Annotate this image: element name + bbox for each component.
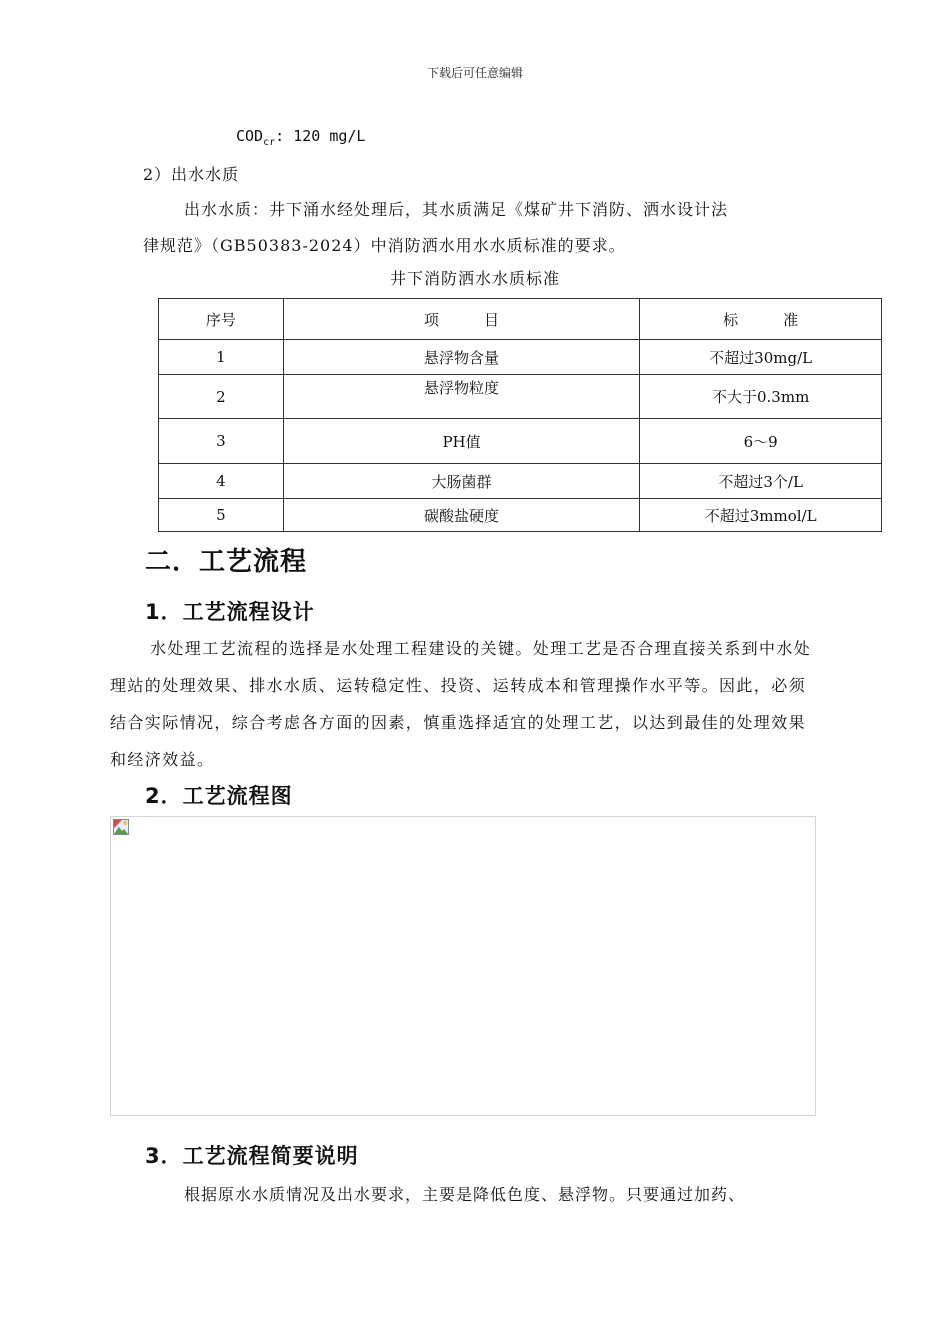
paragraph-line: 结合实际情况，综合考虑各方面的因素，慎重选择适宜的处理工艺，以达到最佳的处理效果 [110,713,807,732]
table-row [159,464,882,499]
paragraph-line: 和经济效益。 [110,750,215,769]
table-cell: 5 [159,499,284,532]
effluent-line-2: 律规范》（GB50383-2024）中消防洒水用水水质标准的要求。 [143,236,626,255]
paragraph-line: 理站的处理效果、排水水质、运转稳定性、投资、运转成本和管理操作水平等。因此，必须 [110,676,807,695]
table-row [159,419,882,464]
table-cell: 2 [159,375,284,419]
subsection-title-diagram: 2．工艺流程图 [145,784,293,808]
table-cell: PH值 [283,419,639,464]
cod-subscript: cr [263,137,276,148]
effluent-heading: 2）出水水质 [143,165,240,184]
flow-diagram-placeholder [110,816,816,1116]
table-cell: 不超过3mmol/L [640,499,882,532]
table-cell: 6～9 [640,419,882,464]
broken-image-icon [113,819,129,835]
subsection-title-design: 1．工艺流程设计 [145,600,315,624]
paragraph-line: 水处理工艺流程的选择是水处理工程建设的关键。处理工艺是否合理直接关系到中水处 [150,639,812,658]
cod-value: : 120 mg/L [275,127,366,145]
table-caption: 井下消防洒水水质标准 [389,269,560,288]
table-cell: 悬浮物粒度 [283,375,639,419]
table-row [159,340,882,375]
section-title-process: 二．工艺流程 [145,547,308,577]
cod-label: COD [236,127,264,145]
table-cell: 不超过30mg/L [640,340,882,375]
subsection-title-description: 3．工艺流程简要说明 [145,1144,359,1168]
table-row [159,375,882,419]
description-line-1: 根据原水水质情况及出水要求，主要是降低色度、悬浮物。只要通过加药、 [184,1185,746,1204]
table-cell: 1 [159,340,284,375]
header-cell: 序号 [159,299,284,340]
table-cell: 4 [159,464,284,499]
table-cell: 悬浮物含量 [283,340,639,375]
table-cell: 不大于0.3mm [640,375,882,419]
effluent-line-1: 出水水质：井下涌水经处理后，其水质满足《煤矿井下消防、洒水设计法 [184,200,729,219]
cod-line [236,127,365,148]
header-cell: 项 目 [283,299,639,340]
table-cell: 碳酸盐硬度 [283,499,639,532]
water-quality-table [158,298,882,532]
table-cell: 大肠菌群 [283,464,639,499]
header-cell: 标 准 [640,299,882,340]
page-header: 下载后可任意编辑 [426,66,523,80]
table-row [159,499,882,532]
table-cell: 不超过3个/L [640,464,882,499]
table-cell: 3 [159,419,284,464]
table-header-row [159,299,882,340]
